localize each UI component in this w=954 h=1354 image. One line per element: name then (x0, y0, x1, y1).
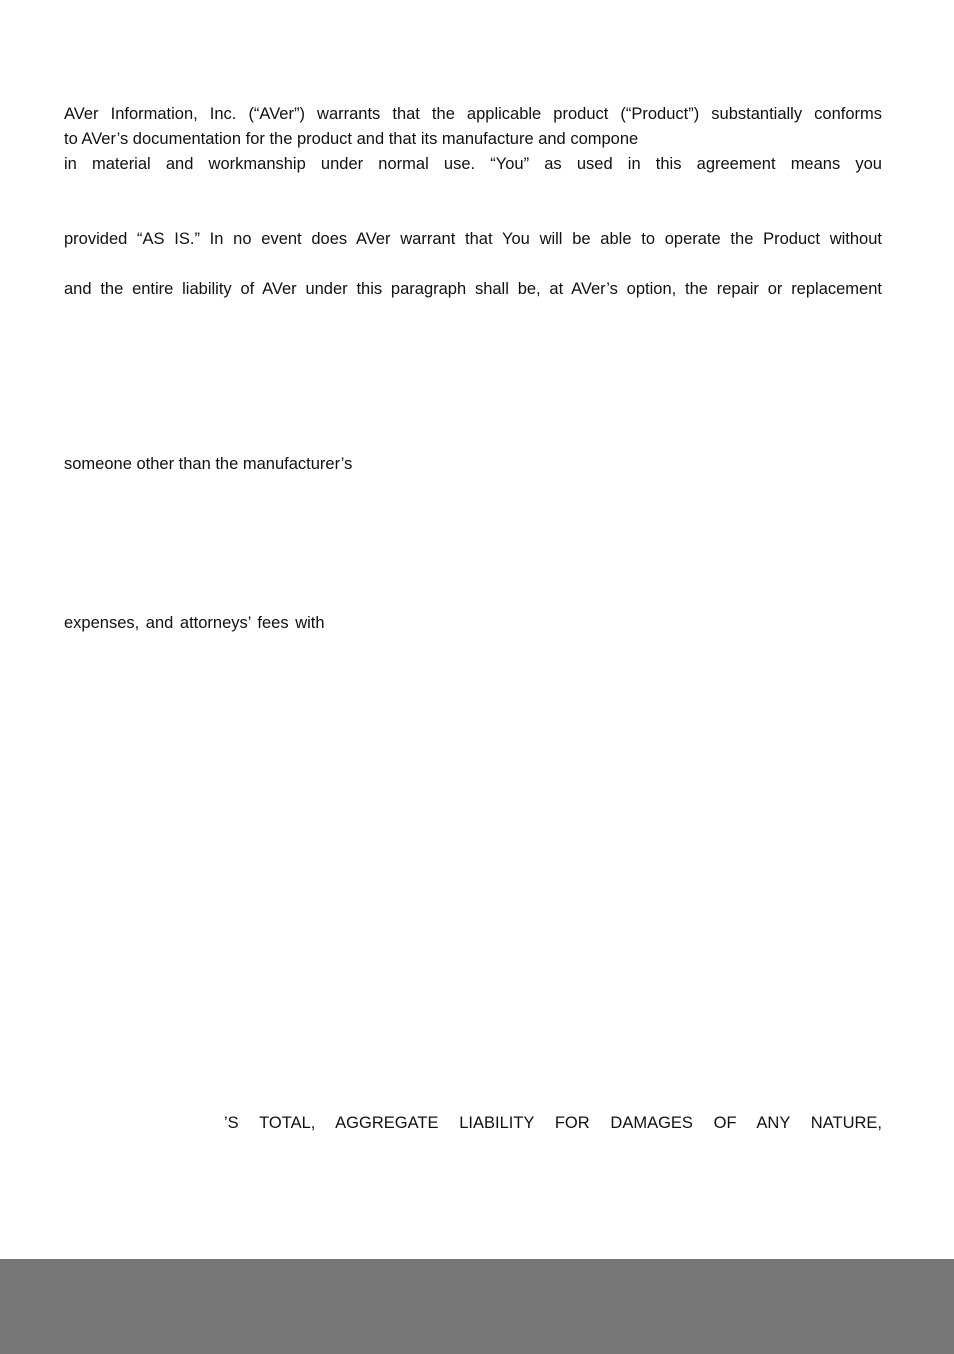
paragraph-line-4: provided “AS IS.” In no event does AVer warrant that You will be able to operate the Product without (64, 230, 882, 248)
paragraph-line-7: expenses, and attorneys’ fees with (64, 614, 325, 632)
paragraph-line-2: to AVer’s documentation for the product and that its manufacture and compone (64, 130, 639, 148)
paragraph-line-5: and the entire liability of AVer under this paragraph shall be, at AVer’s option, the repair or replacement (64, 280, 882, 298)
footer-band (0, 1259, 954, 1354)
paragraph-line-1: AVer Information, Inc. (“AVer”) warrants that the applicable product (“Product”) substantially conforms (64, 105, 882, 123)
liability-caps-line: ’S TOTAL, AGGREGATE LIABILITY FOR DAMAGES OF ANY NATURE, (224, 1114, 882, 1132)
paragraph-line-6: someone other than the manufacturer’s (64, 455, 353, 473)
paragraph-line-3: in material and workmanship under normal use. “You” as used in this agreement means you (64, 155, 882, 173)
